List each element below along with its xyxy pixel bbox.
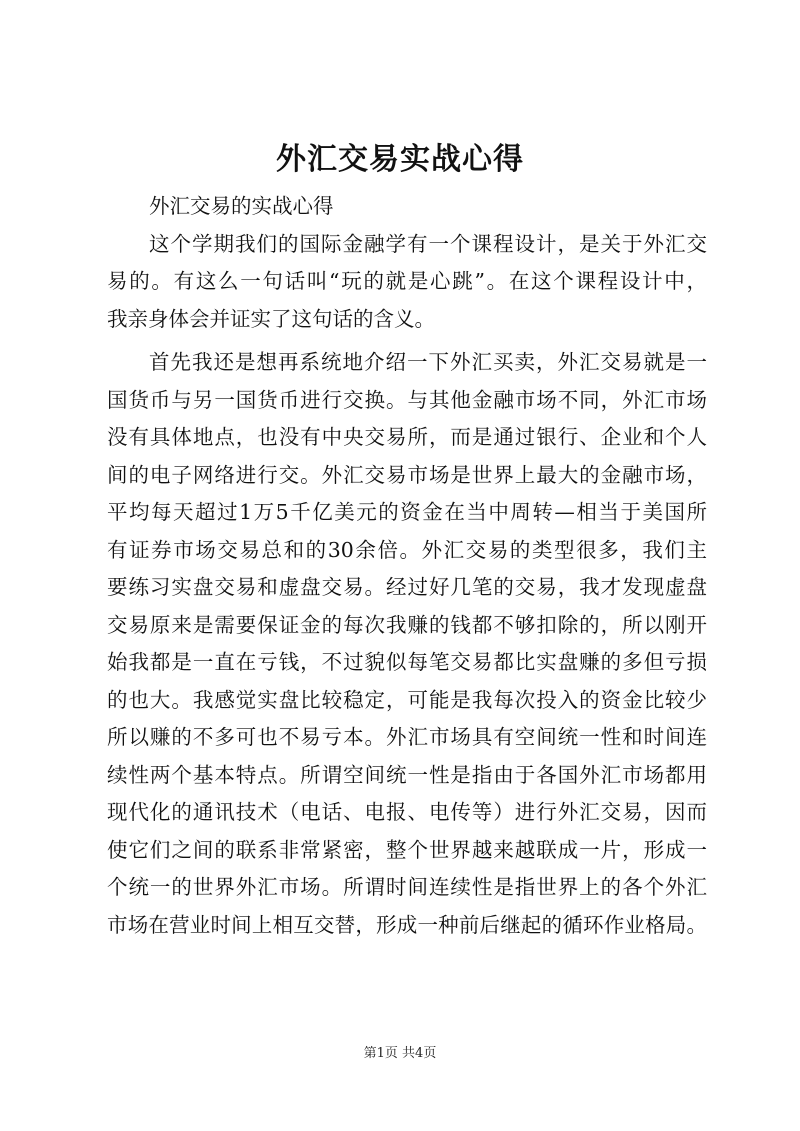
paragraph-line: 要练习实盘交易和虚盘交易。经过好几笔的交易，我才发现虚盘 — [107, 575, 707, 599]
subtitle-line: 外汇交易的实战心得 — [149, 194, 334, 218]
document-body — [107, 188, 707, 944]
paragraph-line: 国货币与另一国货币进行交换。与其他金融市场不同，外汇市场 — [107, 387, 707, 412]
paragraph-1 — [107, 226, 707, 339]
paragraph-line: 个统一的世界外汇市场。所谓时间连续性是指世界上的各个外汇 — [107, 875, 707, 899]
paragraph-line: 间的电子网络进行交。外汇交易市场是世界上最大的金融市场， — [107, 462, 707, 487]
paragraph-line: 我亲身体会并证实了这句话的含义。 — [107, 306, 435, 331]
paragraph-line: 平均每天超过1万5千亿美元的资金在当中周转—相当于美国所 — [107, 500, 707, 524]
paragraph-2 — [107, 344, 707, 944]
paragraph-line: 有证券市场交易总和的30余倍。外汇交易的类型很多，我们主 — [107, 537, 707, 562]
paragraph-line: 的也大。我感觉实盘比较稳定，可能是我每次投入的资金比较少 — [107, 687, 707, 712]
page-footer: 第1页 共4页 — [363, 1046, 437, 1061]
paragraph-line: 交易原来是需要保证金的每次我赚的钱都不够扣除的，所以刚开 — [107, 612, 707, 637]
paragraph-line: 没有具体地点，也没有中央交易所，而是通过银行、企业和个人 — [107, 425, 707, 449]
paragraph-line: 始我都是一直在亏钱，不过貌似每笔交易都比实盘赚的多但亏损 — [107, 650, 707, 674]
document-title: 外汇交易实战心得 — [276, 142, 524, 177]
paragraph-line: 所以赚的不多可也不易亏本。外汇市场具有空间统一性和时间连 — [107, 725, 707, 749]
paragraph-line: 易的。有这么一句话叫“玩的就是心跳”。在这个课程设计中， — [107, 269, 707, 293]
paragraph-line: 这个学期我们的国际金融学有一个课程设计，是关于外汇交 — [149, 231, 707, 256]
paragraph-line: 现代化的通讯技术（电话、电报、电传等）进行外汇交易，因而 — [107, 800, 707, 824]
paragraph-line: 市场在营业时间上相互交替，形成一种前后继起的循环作业格局。 — [107, 912, 707, 937]
paragraph-line: 续性两个基本特点。所谓空间统一性是指由于各国外汇市场都用 — [107, 762, 707, 787]
paragraph-line: 使它们之间的联系非常紧密，整个世界越来越联成一片，形成一 — [107, 837, 707, 862]
paragraph-line: 首先我还是想再系统地介绍一下外汇买卖，外汇交易就是一 — [149, 350, 707, 374]
